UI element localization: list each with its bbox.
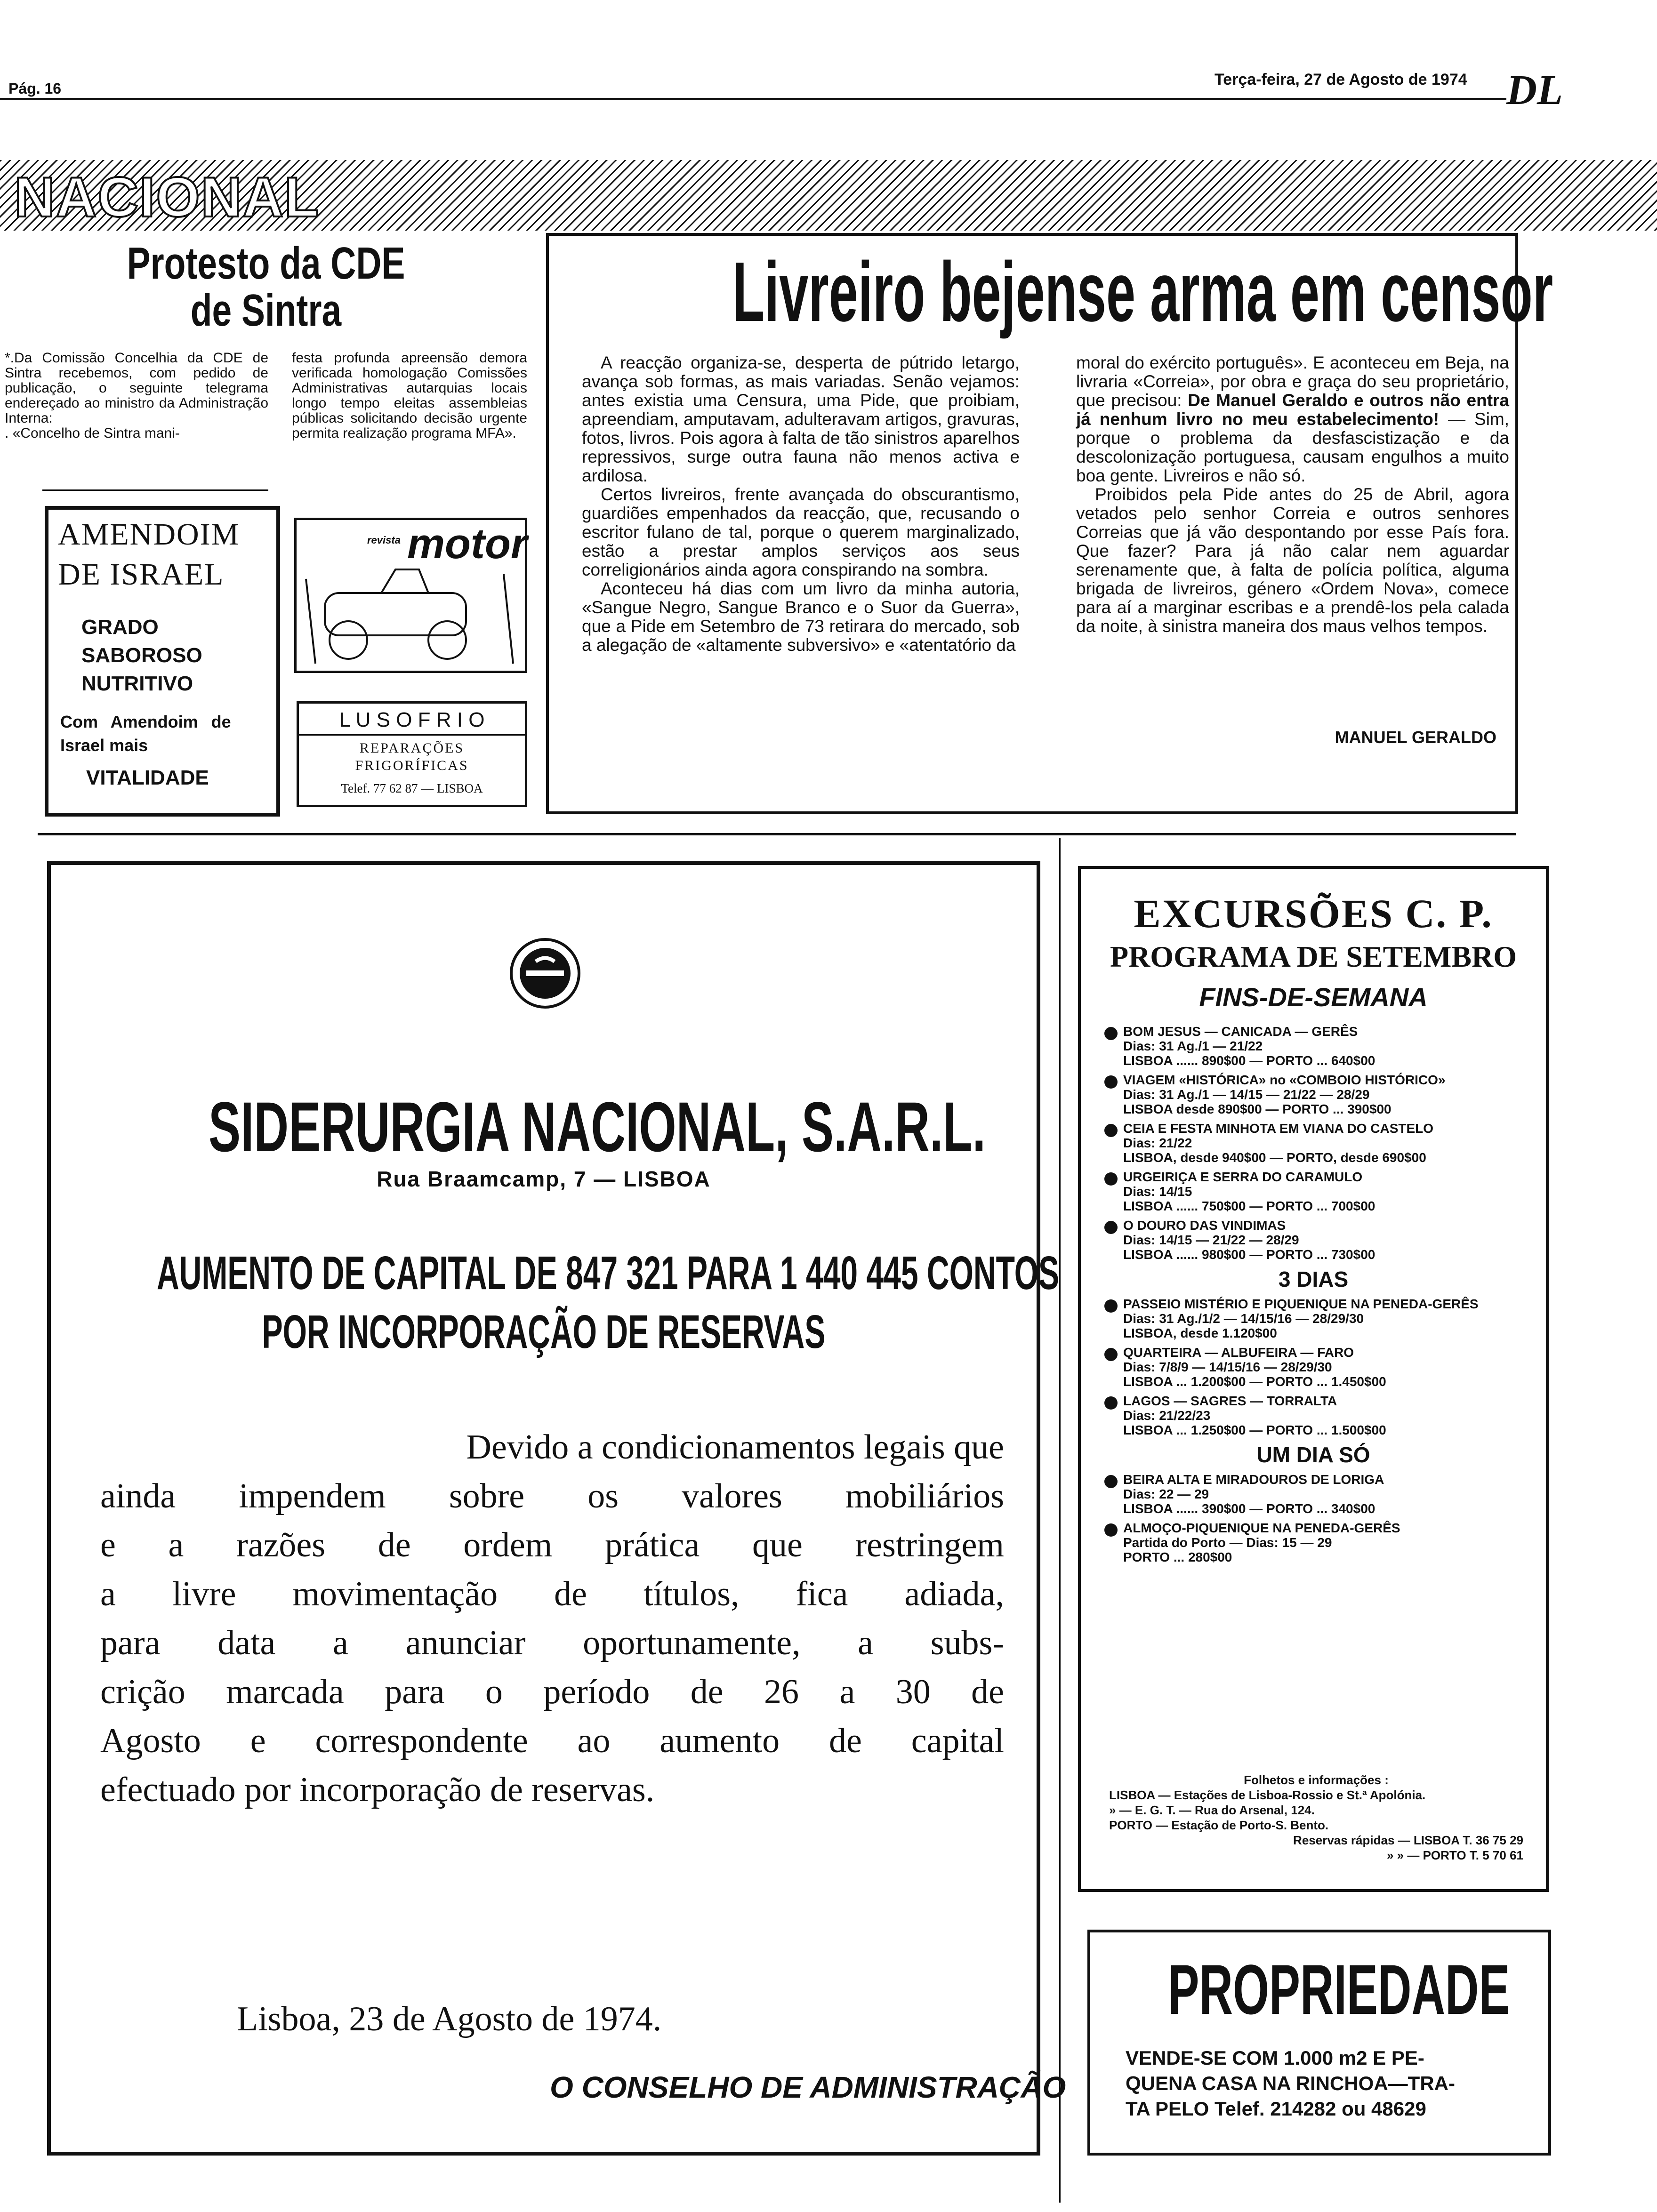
bullet-icon [1104, 1396, 1118, 1410]
logo: DL [1506, 67, 1563, 113]
excursion-name: BEIRA ALTA E MIRADOUROS DE LORIGA [1123, 1472, 1384, 1487]
siderurgia-logo-icon [507, 936, 583, 1011]
excursion-price: LISBOA, desde 940$00 — PORTO, desde 690$00 [1123, 1150, 1426, 1165]
column-divider [1059, 838, 1061, 2203]
excursion-price: LISBOA ...... 750$00 — PORTO ... 700$00 [1123, 1199, 1375, 1213]
excursion-price: LISBOA ... 1.250$00 — PORTO ... 1.500$00 [1123, 1423, 1386, 1437]
propriedade-line: QUENA CASA NA RINCHOA—TRA- [1126, 2072, 1455, 2094]
excursion-item [1123, 1345, 1546, 1389]
livreiro-author: MANUEL GERALDO [1335, 728, 1496, 747]
excursion-name: O DOURO DAS VINDIMAS [1123, 1218, 1286, 1233]
excursion-days: Dias: 22 — 29 [1123, 1487, 1209, 1501]
excursion-item [1123, 1024, 1546, 1068]
excursion-price: LISBOA desde 890$00 — PORTO ... 390$00 [1123, 1102, 1392, 1116]
siderurgia-line: Devido a condicionamentos legais que [466, 1428, 1004, 1467]
bullet-icon [1104, 1299, 1118, 1313]
excursion-item [1123, 1394, 1546, 1437]
excursoes-list [1081, 1024, 1546, 1569]
siderurgia-body [100, 1423, 1004, 1814]
livreiro-para1: A reacção organiza-se, desperta de pútrido letargo, avança sob formas, as mais variadas. Senão vejamos: antes existia uma Censura, uma Pide, que proibiam, apreendiam, amputavam, adulteravam artigos, gravuras, fotos, livros. Pois agora à falta de tão sinistros aparelhos repressivos, surge outra fauna não menos activa e ardilosa. [582, 353, 1020, 485]
livreiro-para3: Aconteceu há dias com um livro da minha autoria, «Sangue Negro, Sangue Branco e o Suor da Guerra», que a Pide em Setembro de 73 retirara do mercado, sob a alegação de «altamente subversivo» e «atentatório da [582, 579, 1020, 655]
info-line: » » — PORTO T. 5 70 61 [1387, 1848, 1523, 1862]
excursion-item [1123, 1073, 1546, 1116]
cde-col2: festa profunda apreensão demora verificada homologação Comissões Administrativas autarquias locais longo tempo eleitas assembleias públicas solicitando decisão urgente permita realização programa MFA». [292, 350, 527, 441]
excursion-name: VIAGEM «HISTÓRICA» no «COMBOIO HISTÓRICO» [1123, 1073, 1446, 1087]
livreiro-quote: De Manuel Geraldo e outros não entra já nenhum livro no meu estabelecimento! [1076, 391, 1509, 429]
propriedade-title: PROPRIEDADE [1168, 1950, 1510, 2029]
amendoim-text-3: VITALIDADE [86, 766, 209, 789]
page-number: Pág. 16 [8, 80, 62, 97]
siderurgia-line: efectuado por incorporação de reservas. [100, 1771, 655, 1809]
excursion-item [1123, 1218, 1546, 1262]
livreiro-headline: Livreiro bejense arma em censor [732, 245, 1553, 339]
bullet-icon [1104, 1027, 1118, 1040]
amendoim-ad [45, 506, 280, 817]
lusofrio-name: L U S O F R I O [339, 708, 485, 731]
siderurgia-line: para data a anunciar oportunamente, a subs- [100, 1624, 1004, 1662]
bullet-icon [1104, 1475, 1118, 1488]
header-rule [0, 98, 1506, 100]
siderurgia-name: SIDERURGIA NACIONAL, S.A.R.L. [209, 1087, 986, 1166]
cde-col1-text-b: . «Concelho de Sintra mani- [5, 425, 180, 441]
lusofrio-line2: FRIGORÍFICAS [355, 758, 469, 773]
excursoes-section-weekends: FINS-DE-SEMANA [1199, 982, 1428, 1012]
amendoim-text-2: Israel mais [60, 736, 148, 755]
siderurgia-line: a livre movimentação de títulos, fica adiada, [100, 1575, 1004, 1613]
excursion-name: URGEIRIÇA E SERRA DO CARAMULO [1123, 1170, 1363, 1184]
amendoim-text-1: Com Amendoim de [60, 712, 231, 731]
bullet-icon [1104, 1124, 1118, 1137]
excursion-price: LISBOA ...... 980$00 — PORTO ... 730$00 [1123, 1247, 1375, 1262]
excursion-days: Dias: 21/22 [1123, 1136, 1192, 1150]
siderurgia-address: Rua Braamcamp, 7 — LISBOA [377, 1167, 711, 1191]
issue-date: Terça-feira, 27 de Agosto de 1974 [1215, 71, 1467, 88]
livreiro-col2 [1076, 353, 1509, 636]
excursion-price: LISBOA ...... 890$00 — PORTO ... 640$00 [1123, 1053, 1375, 1068]
excursion-days: Dias: 7/8/9 — 14/15/16 — 28/29/30 [1123, 1360, 1332, 1374]
info-line: LISBOA — Estações de Lisboa-Rossio e St.ª Apolónia. [1109, 1788, 1426, 1802]
info-title: Folhetos e informações : [1244, 1773, 1389, 1787]
amendoim-quality-3: NUTRITIVO [81, 672, 193, 695]
bullet-icon [1104, 1221, 1118, 1234]
excursion-days: Dias: 31 Ag./1 — 14/15 — 21/22 — 28/29 [1123, 1087, 1370, 1102]
livreiro-col2-text-b: — Sim, porque o problema da desfascistização e da descolonização portuguesa, causam engulhos a muito boa gente. Livreiros e não só. [1076, 409, 1510, 485]
cde-title-line2: de Sintra [190, 285, 342, 336]
excursion-days: Dias: 31 Ag./1 — 21/22 [1123, 1039, 1263, 1053]
livreiro-col2-para2: Proibidos pela Pide antes do 25 de Abril, agora vetados pelo senhor Correia e outros senhores Correias que já vão despontando por esse País fora. Que fazer? Para já não calar nem aguardar serenamente que, à falta de polícia política, alguma brigada de livreiros, género «Ordem Nova», comece para aí a marginar escribas e a prendê-los pela calada da noite, à sinistra maneira dos maus velhos tempos. [1076, 485, 1509, 636]
excursion-name: BOM JESUS — CANICADA — GERÊS [1123, 1024, 1358, 1039]
mid-rule [38, 833, 1516, 835]
lusofrio-ad [297, 701, 527, 807]
cde-rule [42, 489, 268, 491]
siderurgia-line: ainda impendem sobre os valores mobiliários [100, 1477, 1004, 1515]
excursion-item [1123, 1521, 1546, 1564]
excursion-name: LAGOS — SAGRES — TORRALTA [1123, 1394, 1337, 1408]
cde-col1 [5, 351, 268, 441]
info-line: Reservas rápidas — LISBOA T. 36 75 29 [1293, 1833, 1523, 1847]
excursoes-title: EXCURSÕES C. P. [1134, 891, 1493, 936]
excursion-days: Dias: 14/15 [1123, 1184, 1192, 1199]
siderurgia-line: e a razões de ordem prática que restringem [100, 1526, 1004, 1564]
info-line: PORTO — Estação de Porto-S. Bento. [1109, 1818, 1329, 1832]
amendoim-quality-1: GRADO [81, 616, 159, 639]
lusofrio-phone: Telef. 77 62 87 — LISBOA [341, 781, 483, 795]
siderurgia-ad [47, 861, 1066, 2156]
siderurgia-signature: O CONSELHO DE ADMINISTRAÇÃO [550, 2070, 1066, 2104]
livreiro-col1 [582, 353, 1020, 655]
excursoes-section-3days: 3 DIAS [1278, 1267, 1349, 1291]
info-line: » — E. G. T. — Rua do Arsenal, 124. [1109, 1803, 1315, 1817]
excursoes-ad [1078, 866, 1549, 1892]
excursion-item [1123, 1297, 1546, 1340]
bullet-icon [1104, 1075, 1118, 1089]
siderurgia-headline1: AUMENTO DE CAPITAL DE 847 321 PARA 1 440 445 CONTOS [156, 1247, 1060, 1299]
excursion-price: LISBOA, desde 1.120$00 [1123, 1326, 1277, 1340]
lusofrio-line1: REPARAÇÕES [359, 740, 465, 756]
propriedade-line: VENDE-SE COM 1.000 m2 E PE- [1126, 2047, 1424, 2069]
amendoim-title-2: DE ISRAEL [58, 557, 225, 592]
section-title: NACIONAL [14, 166, 320, 229]
excursoes-section-oneday: UM DIA SÓ [1256, 1443, 1370, 1467]
siderurgia-line: Agosto e correspondente ao aumento de capital [100, 1722, 1004, 1760]
propriedade-ad [1087, 1930, 1551, 2156]
bullet-icon [1104, 1172, 1118, 1186]
excursion-days: Dias: 14/15 — 21/22 — 28/29 [1123, 1233, 1299, 1247]
excursion-name: PASSEIO MISTÉRIO E PIQUENIQUE NA PENEDA-GERÊS [1123, 1297, 1479, 1311]
propriedade-line: TA PELO Telef. 214282 ou 48629 [1126, 2098, 1426, 2120]
amendoim-title-1: AMENDOIM [58, 517, 240, 552]
livreiro-article [546, 233, 1553, 814]
motor-pre: revista [367, 534, 401, 546]
bullet-icon [1104, 1523, 1118, 1537]
amendoim-quality-2: SABOROSO [81, 644, 202, 667]
cde-title [47, 240, 485, 334]
excursion-name: QUARTEIRA — ALBUFEIRA — FARO [1123, 1345, 1354, 1360]
cde-col1-text: *.Da Comissão Concelhia da CDE de Sintra recebemos, com pedido de publicação, o seguinte telegrama endereçado ao ministro da Administração Interna: [5, 350, 268, 426]
excursion-name: CEIA E FESTA MINHOTA EM VIANA DO CASTELO [1123, 1121, 1434, 1136]
livreiro-col2-text: moral do exército português». E aconteceu em Beja, na livraria «Correia», por obra e graça do seu proprietário, que precisou: [1076, 353, 1509, 410]
siderurgia-date: Lisboa, 23 de Agosto de 1974. [237, 2000, 662, 2038]
lusofrio-rule [299, 734, 525, 736]
excursion-days: Partida do Porto — Dias: 15 — 29 [1123, 1535, 1332, 1550]
excursion-price: PORTO ... 280$00 [1123, 1550, 1232, 1564]
siderurgia-line: crição marcada para o período de 26 a 30 de [100, 1673, 1004, 1711]
cde-title-line1: Protesto da CDE [127, 238, 405, 289]
siderurgia-headline2: POR INCORPORAÇÃO DE RESERVAS [262, 1306, 826, 1358]
excursion-days: Dias: 21/22/23 [1123, 1408, 1211, 1423]
excursion-item [1123, 1121, 1546, 1165]
motor-ad [294, 518, 527, 673]
excursoes-subtitle: PROGRAMA DE SETEMBRO [1110, 940, 1517, 973]
excursoes-info [1109, 1772, 1523, 1863]
excursion-name: ALMOÇO-PIQUENIQUE NA PENEDA-GERÊS [1123, 1521, 1400, 1535]
livreiro-para2: Certos livreiros, frente avançada do obscurantismo, guardiões empenhados da reacção, que, recusando o escritor fulano de tal, porque o querem marginalizado, estão a prestar amplos serviços aos seus correligionários ainda agora conspirando na sombra. [582, 485, 1020, 579]
motor-brand: motor [407, 521, 527, 568]
bullet-icon [1104, 1348, 1118, 1361]
excursion-item [1123, 1170, 1546, 1213]
excursion-item [1123, 1472, 1546, 1516]
race-car-illustration [297, 560, 523, 668]
excursion-days: Dias: 31 Ag./1/2 — 14/15/16 — 28/29/30 [1123, 1311, 1364, 1326]
excursion-price: LISBOA ...... 390$00 — PORTO ... 340$00 [1123, 1501, 1375, 1516]
excursion-price: LISBOA ... 1.200$00 — PORTO ... 1.450$00 [1123, 1374, 1386, 1389]
propriedade-text [1126, 2045, 1521, 2122]
